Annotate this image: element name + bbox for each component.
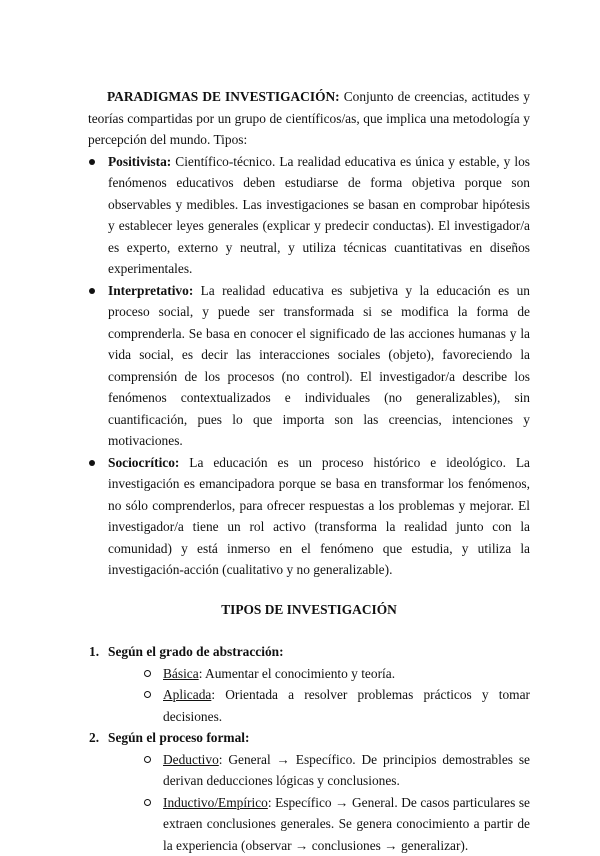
sub-item-inductivo	[143, 792, 530, 856]
circle-bullet-icon	[144, 691, 151, 698]
group-sub-list	[108, 749, 530, 856]
sub-item-text: : Aumentar el conocimiento y teoría.	[199, 666, 395, 681]
paradigm-label: Positivista:	[108, 154, 171, 169]
paradigm-label: Sociocrítico:	[108, 455, 179, 470]
sub-item-term: Inductivo/Empírico	[163, 795, 268, 810]
paradigm-item-positivista	[88, 151, 530, 280]
types-list	[88, 641, 530, 856]
types-section-title: TIPOS DE INVESTIGACIÓN	[88, 599, 530, 621]
circle-bullet-icon	[144, 670, 151, 677]
paradigms-intro-paragraph	[88, 86, 530, 151]
bullet-icon	[89, 159, 95, 165]
sub-item-deductivo	[143, 749, 530, 792]
sub-item-term: Aplicada	[163, 687, 211, 702]
group-number: 1.	[89, 641, 99, 663]
paradigms-intro-text: Conjunto de creencias, actitudes y teorías compartidas por un grupo de científicos/as, que implica una metodología y percepción del mundo. Tipos:	[88, 89, 530, 147]
paradigm-label: Interpretativo:	[108, 283, 193, 298]
types-group-formal-process	[88, 727, 530, 856]
sub-item-aplicada	[143, 684, 530, 727]
group-number: 2.	[89, 727, 99, 749]
group-sub-list	[108, 663, 530, 728]
paradigm-text: Científico-técnico. La realidad educativa es única y estable, y los fenómenos educativos deben estudiarse de forma objetiva porque son observables y medibles. Las investigaciones se basan en comprobar hipótesis y establecer leyes generales (explicar y predecir conductas). El investigador/a es experto, externo y neutral, y utiliza técnicas cuantitativas en diseños experimentales.	[108, 154, 530, 277]
sub-item-text: : Orientada a resolver problemas prácticos y tomar decisiones.	[163, 687, 530, 724]
bullet-icon	[89, 460, 95, 466]
sub-item-text: : Específico → General. De casos particulares se extraen conclusiones generales. Se genera conocimiento a partir de la experiencia (observar → conclusiones → generalizar).	[163, 795, 530, 853]
circle-bullet-icon	[144, 799, 151, 806]
types-group-abstraction	[88, 641, 530, 727]
paradigm-item-interpretativo	[88, 280, 530, 452]
paradigm-text: La educación es un proceso histórico e ideológico. La investigación es emancipadora porque se basa en transformar los fenómenos, no sólo comprenderlos, para ofrecer respuestas a los problemas y mejorar. El investigador/a tiene un rol activo (transforma la realidad junto con la comunidad) y está inmerso en el fenómeno que estudia, y utiliza la investigación-acción (cualitativo y no generalizable).	[108, 455, 530, 578]
circle-bullet-icon	[144, 756, 151, 763]
sub-item-basica	[143, 663, 530, 685]
paradigm-item-sociocritico	[88, 452, 530, 581]
group-heading: Según el proceso formal:	[108, 730, 249, 745]
sub-item-text: : General → Específico. De principios demostrables se derivan deducciones lógicas y conclusiones.	[163, 752, 530, 789]
paradigm-text: La realidad educativa es subjetiva y la educación es un proceso social, y puede ser transformada si se modifica la forma de comprenderla. Se basa en conocer el significado de las acciones humanas y la vida social, es decir las interacciones sociales (objeto), favoreciendo la comprensión de los procesos (no control). El investigador/a describe los fenómenos contextualizados e individuales (no generalizables), sin cuantificación, pues lo que importa son las creencias, intenciones y motivaciones.	[108, 283, 530, 449]
bullet-icon	[89, 288, 95, 294]
sub-item-term: Deductivo	[163, 752, 219, 767]
paradigms-list	[88, 151, 530, 581]
paradigms-title: PARADIGMAS DE INVESTIGACIÓN:	[107, 89, 340, 104]
sub-item-term: Básica	[163, 666, 199, 681]
group-heading: Según el grado de abstracción:	[108, 644, 284, 659]
